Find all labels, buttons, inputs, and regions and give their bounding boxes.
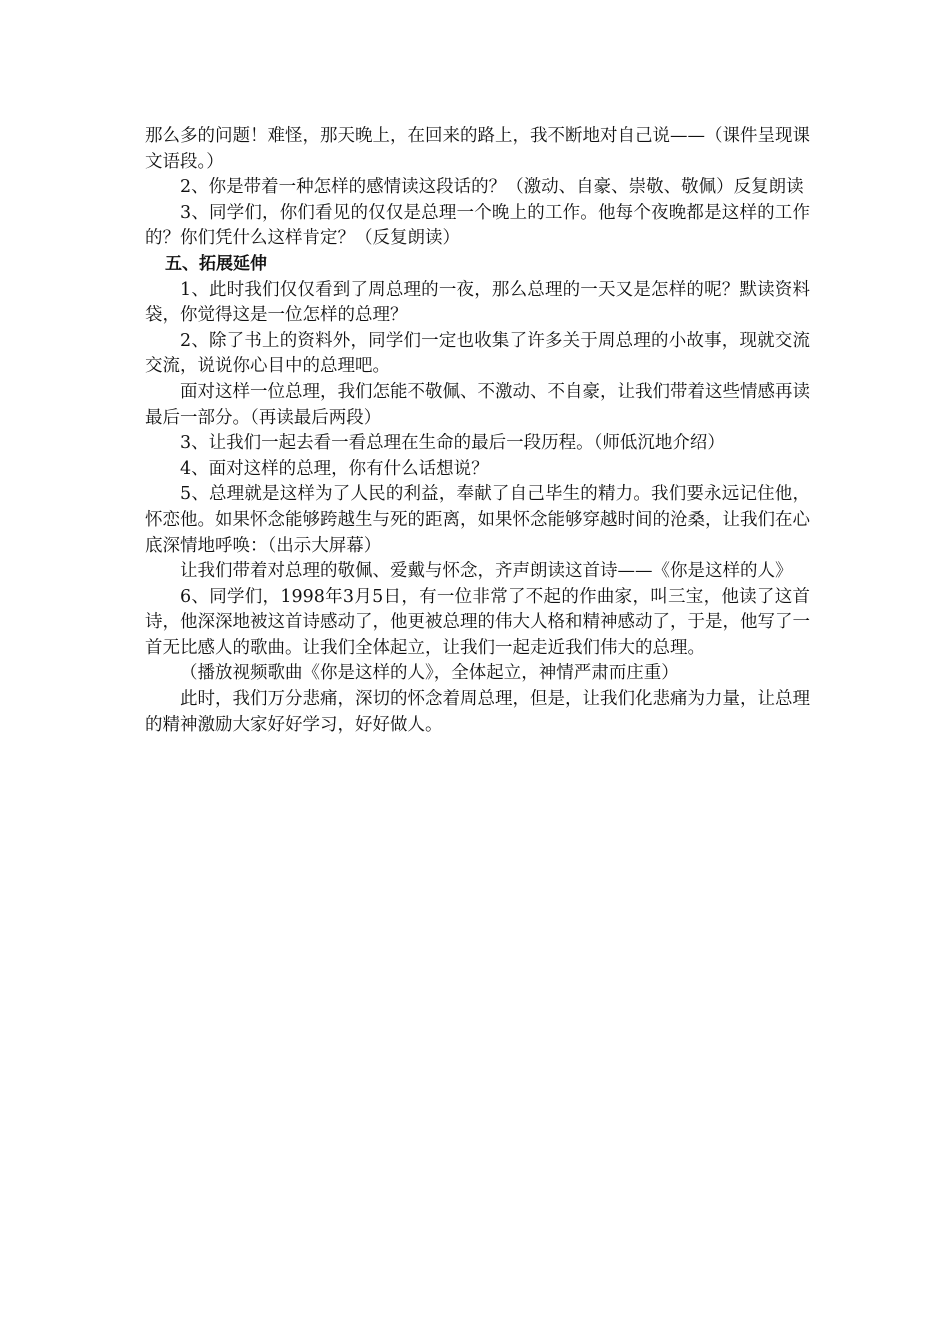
- document-body: [145, 124, 810, 738]
- paragraph-item-6: 6、同学们，1998年3月5日，有一位非常了不起的作曲家，叫三宝，他读了这首诗，他深深地被这首诗感动了，他更被总理的伟大人格和精神感动了，于是，他写了一首无比感人的歌曲。让我们全体起立，让我们一起走近我们伟大的总理。: [145, 586, 810, 658]
- paragraph-reading: 面对这样一位总理，我们怎能不敬佩、不激动、不自豪，让我们带着这些情感再读最后一部分。（再读最后两段）: [145, 381, 810, 428]
- paragraph-item-1: 1、此时我们仅仅看到了周总理的一夜，那么总理的一天又是怎样的呢？默读资料袋，你觉得这是一位怎样的总理？: [145, 279, 810, 326]
- paragraph-poem-reading: 让我们带着对总理的敬佩、爱戴与怀念，齐声朗读这首诗——《你是这样的人》: [180, 561, 793, 582]
- paragraph-continuation: 那么多的问题！难怪，那天晚上，在回来的路上，我不断地对自己说——（课件呈现课文语段。）: [145, 126, 810, 172]
- paragraph-video-note: （播放视频歌曲《你是这样的人》，全体起立，神情严肃而庄重）: [180, 663, 679, 684]
- paragraph-item-5: 5、总理就是这样为了人民的利益，奉献了自己毕生的精力。我们要永远记住他，怀恋他。如果怀念能够跨越生与死的距离，如果怀念能够穿越时间的沧桑，让我们在心底深情地呼唤：（出示大屏幕）: [145, 484, 810, 556]
- paragraph-item-2b: 2、除了书上的资料外，同学们一定也收集了许多关于周总理的小故事，现就交流交流，说说你心目中的总理吧。: [145, 330, 810, 377]
- paragraph-closing: 此时，我们万分悲痛，深切的怀念着周总理，但是，让我们化悲痛为力量，让总理的精神激励大家好好学习，好好做人。: [145, 689, 810, 735]
- section-heading-5: 五、拓展延伸: [165, 253, 267, 274]
- paragraph-item-3: 3、同学们，你们看见的仅仅是总理一个晚上的工作。他每个夜晚都是这样的工作的？你们凭什么这样肯定？（反复朗读）: [145, 202, 810, 249]
- paragraph-item-2: 2、你是带着一种怎样的感情读这段话的？（激动、自豪、崇敬、敬佩）反复朗读: [180, 177, 804, 198]
- paragraph-item-4: 4、面对这样的总理，你有什么话想说？: [180, 458, 489, 479]
- paragraph-item-3b: 3、让我们一起去看一看总理在生命的最后一段历程。（师低沉地介绍）: [180, 433, 725, 454]
